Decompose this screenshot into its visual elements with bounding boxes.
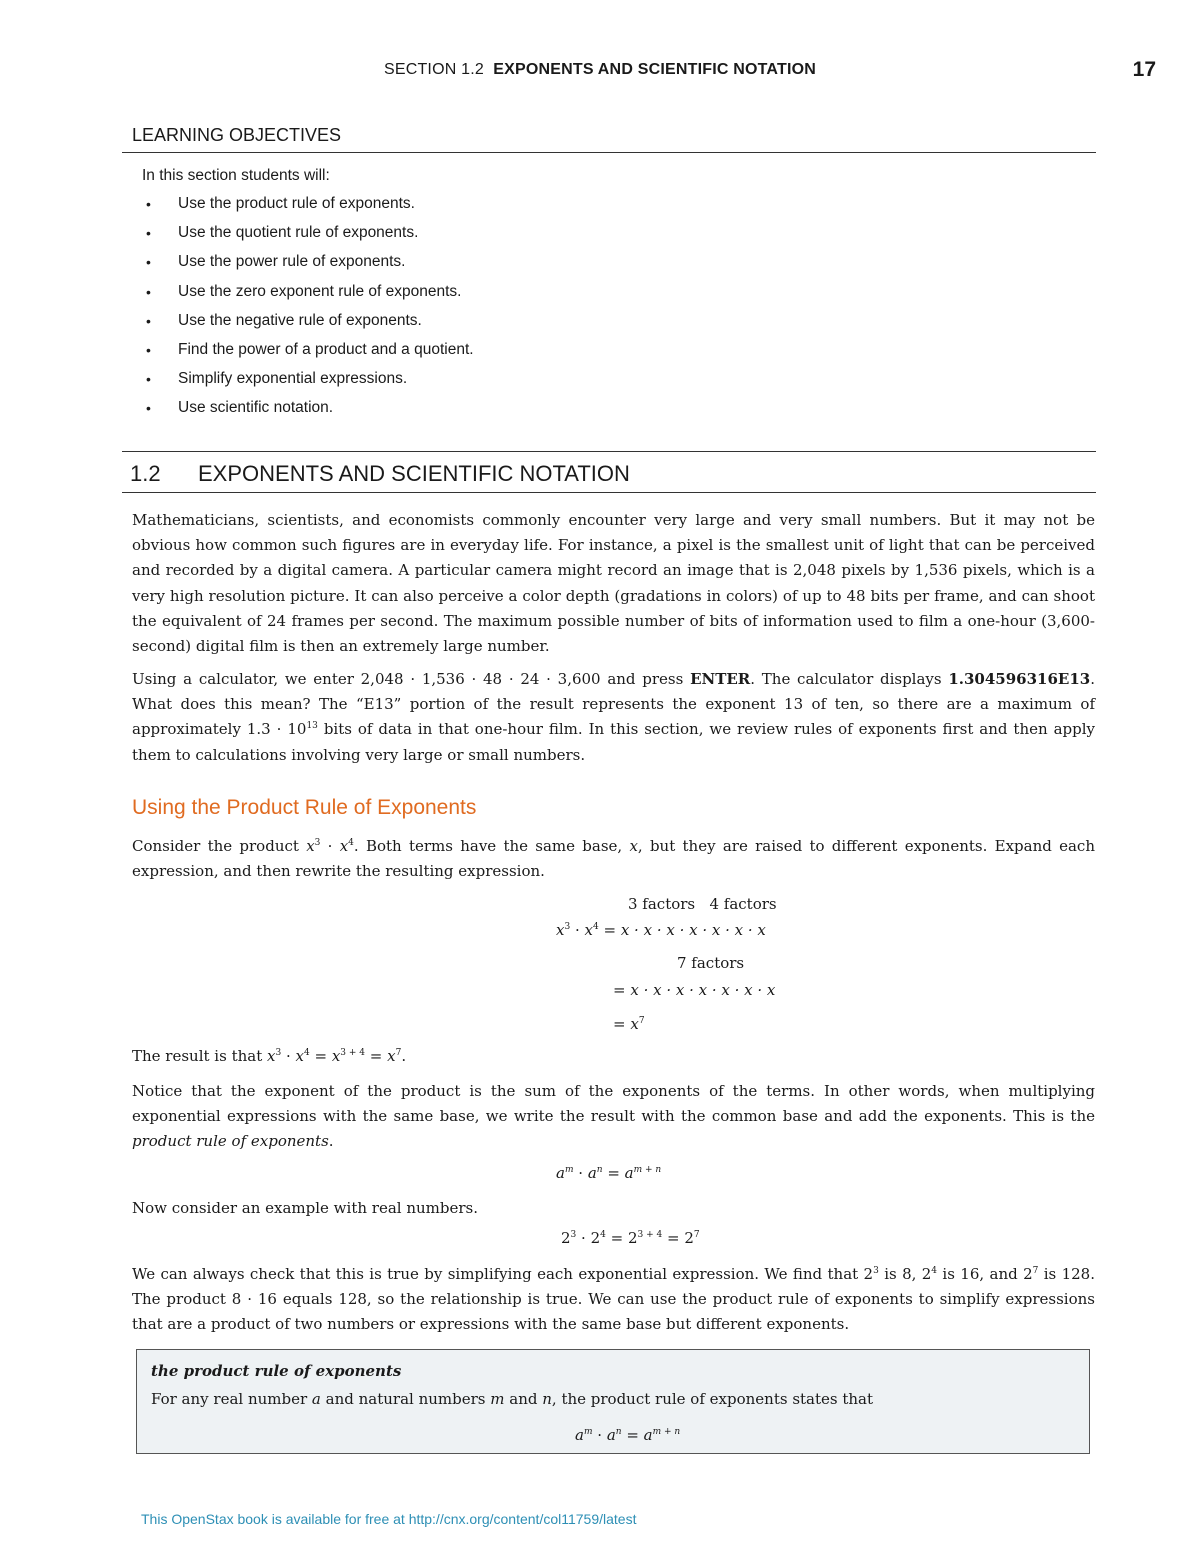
- expanded-product: x · x · x · x · x · x · x: [630, 981, 776, 999]
- var-a: a: [606, 1426, 616, 1444]
- running-head-title: EXPONENTS AND SCIENTIFIC NOTATION: [493, 61, 817, 78]
- result-line: The result is that $x^3 \cdot x^4 = x^{3 + 4} = x^7$.: [132, 1047, 407, 1065]
- var-a: a: [311, 1390, 321, 1408]
- bullet-icon: •: [146, 400, 151, 417]
- text: Consider the product: [132, 837, 307, 855]
- enter-key: ENTER: [690, 670, 751, 688]
- text: bits of data in that one-hour film. In this section, we review rules of exponents first and then apply them to calculations involving very large or small numbers.: [132, 720, 1095, 764]
- intro-paragraph: Mathematicians, scientists, and economists commonly encounter very large and very small numbers. But it may not be obvious how common such figures are in everyday life. For instance, a pixel is the smallest unit of light that can be perceived and recorded by a digital camera. A particular camera might record an image that is 2,048 pixels by 1,536 pixels, which is a very high resolution picture. It can also perceive a color depth (gradations in colors) of up to 48 bits per frame, and can shoot the equivalent of 24 frames per second. The maximum possible number of bits of information used to film a one-hour (3,600-second) digital film is then an extremely large number.: [132, 511, 1095, 656]
- calculator-paragraph: [132, 667, 1095, 768]
- objective-text: Find the power of a product and a quotient.: [178, 340, 474, 358]
- calculator-display: 1.304596316E13: [948, 670, 1091, 688]
- var-n: n: [615, 1427, 622, 1437]
- objective-text: Use the negative rule of exponents.: [178, 311, 422, 329]
- exponent: 3: [570, 1230, 577, 1240]
- var-a: a: [575, 1426, 584, 1444]
- dot: ·: [576, 1229, 591, 1247]
- objective-text: Use the quotient rule of exponents.: [178, 224, 419, 242]
- var-n: n: [542, 1390, 552, 1408]
- list-item: [146, 339, 474, 368]
- equals: =: [365, 1047, 388, 1065]
- dot: ·: [320, 837, 340, 855]
- var-x: x: [267, 1047, 276, 1065]
- list-item: [146, 281, 474, 310]
- exponent: 7: [638, 1016, 645, 1026]
- expansion-line-1: [556, 921, 766, 939]
- notice-paragraph: [132, 1079, 1095, 1155]
- equals: =: [662, 1229, 685, 1247]
- running-head-prefix: SECTION 1.2: [383, 61, 484, 78]
- objective-text: Use the product rule of exponents.: [178, 195, 415, 212]
- var-x: x: [295, 1047, 304, 1065]
- learning-objectives-intro: In this section students will:: [142, 167, 330, 184]
- list-item: [146, 310, 474, 339]
- var-m: m: [583, 1427, 593, 1437]
- exponent: 7: [693, 1230, 700, 1240]
- text: For any real number: [151, 1390, 312, 1408]
- equals: =: [613, 981, 631, 999]
- dot: ·: [573, 1164, 588, 1182]
- real-numbers-paragraph: Now consider an example with real numbers.: [132, 1199, 478, 1217]
- text: Using a calculator, we enter 2,048 · 1,536 · 48 · 24 · 3,600 and press: [132, 670, 691, 688]
- text: Notice that the exponent of the product is the sum of the exponents of the terms. In other words, when multiplying exponential expressions with the same base, we write the result with the common base and add the exponents. This is the: [132, 1082, 1095, 1126]
- dot: ·: [570, 921, 585, 939]
- objective-text: Simplify exponential expressions.: [178, 370, 408, 388]
- text: is 16, and 2: [937, 1265, 1033, 1283]
- equals: =: [598, 921, 621, 939]
- exponent: 4: [303, 1048, 310, 1058]
- text: , but they are raised to different exponents. Expand each expression, and then rewrite the resulting expression.: [132, 837, 1095, 881]
- equals: =: [309, 1047, 332, 1065]
- list-item: [146, 222, 474, 251]
- subsection-title: Using the Product Rule of Exponents: [132, 796, 477, 819]
- list-item: [146, 368, 474, 397]
- var-m-plus-n: m + n: [652, 1427, 681, 1437]
- var-m: m: [564, 1165, 574, 1175]
- var-a: a: [556, 1164, 565, 1182]
- exponent: 13: [306, 721, 318, 732]
- var-a: a: [624, 1164, 634, 1182]
- dot: ·: [281, 1047, 296, 1065]
- numeric-example: [561, 1229, 700, 1247]
- factors-4-label: 4 factors: [709, 895, 777, 913]
- var-x: x: [331, 1047, 341, 1065]
- product-rule-formula: [556, 1164, 661, 1182]
- factors-7-label: 7 factors: [677, 954, 745, 972]
- expansion-line-2: [613, 981, 775, 999]
- emphasis: product rule of exponents: [132, 1132, 329, 1151]
- section-number: 1.2: [130, 461, 161, 486]
- objective-text: Use the zero exponent rule of exponents.: [178, 282, 462, 300]
- list-item: [146, 193, 474, 222]
- var-m-plus-n: m + n: [633, 1165, 662, 1175]
- bullet-icon: •: [146, 225, 151, 242]
- var-x: x: [556, 921, 565, 939]
- text: . Both terms have the same base,: [353, 837, 630, 855]
- text: .: [328, 1132, 334, 1151]
- objective-text: Use scientific notation.: [178, 399, 334, 417]
- exponent: 4: [931, 1266, 938, 1276]
- base: 2: [561, 1229, 571, 1247]
- page-number: 17: [1132, 58, 1156, 81]
- base: 2: [590, 1229, 601, 1247]
- exponent: 3 + 4: [637, 1230, 663, 1240]
- var-x: x: [339, 837, 349, 855]
- text: . The calculator displays: [750, 670, 949, 688]
- exponent: 3: [873, 1266, 879, 1276]
- var-x: x: [584, 921, 593, 939]
- text: is 128. The product 8 · 16 equals 128, so the relationship is true. We can use the product rule of exponents to simplify expressions that are a product of two numbers or expressions with the same base but different exponents.: [132, 1265, 1095, 1334]
- text: . What does this mean? The “E13” portion of the result represents the exponent 13 of ten, so there are a maximum of approximately 1.3 · 10: [132, 670, 1096, 739]
- var-x: x: [630, 1015, 639, 1033]
- base: 2: [627, 1229, 638, 1247]
- exponent: 3: [314, 838, 321, 848]
- var-x: x: [387, 1047, 396, 1065]
- objective-text: Use the power rule of exponents.: [178, 253, 406, 271]
- divider: [122, 451, 1096, 452]
- var-a: a: [587, 1164, 597, 1182]
- expansion-line-3: [613, 1015, 645, 1033]
- list-item: [146, 397, 474, 426]
- exponent: 4: [348, 838, 354, 848]
- dot: ·: [592, 1426, 607, 1444]
- equals: =: [621, 1426, 644, 1444]
- divider: [122, 492, 1096, 493]
- exponent: 3: [564, 922, 571, 932]
- learning-objectives-heading: LEARNING OBJECTIVES: [132, 125, 342, 145]
- rule-box-title: the product rule of exponents: [151, 1362, 402, 1380]
- learning-objectives-list: [146, 193, 474, 427]
- equals: =: [613, 1015, 631, 1033]
- divider: [122, 152, 1096, 153]
- list-item: [146, 251, 474, 280]
- rule-box-formula: [575, 1426, 680, 1444]
- text: is 8, 2: [878, 1265, 932, 1283]
- bullet-icon: •: [146, 371, 151, 388]
- text: , the product rule of exponents states that: [551, 1390, 874, 1408]
- exponent: 3: [275, 1048, 282, 1058]
- text: and: [504, 1390, 543, 1408]
- text: The result is that: [132, 1047, 267, 1065]
- rule-box-text: [151, 1390, 873, 1408]
- equals: =: [605, 1229, 628, 1247]
- bullet-icon: •: [146, 312, 151, 329]
- product-rule-box: [136, 1349, 1090, 1454]
- text: We can always check that this is true by simplifying each exponential expression. We find that 2: [132, 1265, 874, 1283]
- var-n: n: [596, 1165, 603, 1175]
- var-x: x: [306, 837, 315, 855]
- text: and natural numbers: [320, 1390, 491, 1408]
- section-title: [130, 461, 630, 487]
- exponent: 4: [600, 1230, 606, 1240]
- equals: =: [602, 1164, 625, 1182]
- exponent: 3 + 4: [340, 1048, 366, 1058]
- var-m: m: [490, 1390, 505, 1408]
- exponent: 4: [592, 922, 599, 932]
- bullet-icon: •: [146, 341, 151, 358]
- product-paragraph: [132, 834, 1095, 884]
- bullet-icon: •: [146, 283, 151, 300]
- footer-availability-note: This OpenStax book is available for free at http://cnx.org/content/col11759/latest: [141, 1511, 637, 1527]
- section-title-text: EXPONENTS AND SCIENTIFIC NOTATION: [198, 461, 630, 486]
- check-paragraph: [132, 1262, 1095, 1338]
- factors-label-row: [628, 895, 777, 913]
- running-head: [0, 61, 1200, 79]
- exponent: 7: [1032, 1266, 1039, 1276]
- bullet-icon: •: [146, 196, 151, 212]
- var-a: a: [643, 1426, 653, 1444]
- expanded-product: x · x · x · x · x · x · x: [620, 921, 766, 939]
- bullet-icon: •: [146, 254, 151, 271]
- exponent: 7: [395, 1048, 402, 1058]
- var-x: x: [629, 837, 638, 855]
- base: 2: [684, 1229, 694, 1247]
- factors-3-label: 3 factors: [628, 895, 696, 913]
